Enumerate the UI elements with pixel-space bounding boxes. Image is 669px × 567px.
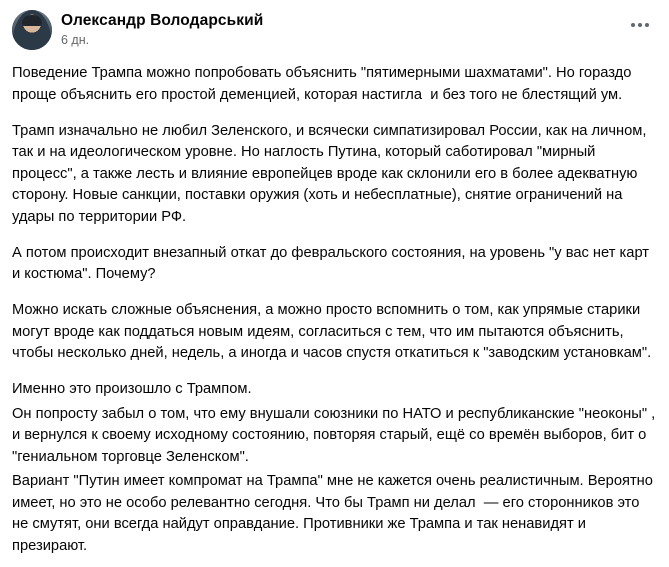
post-text: [0, 50, 669, 567]
avatar[interactable]: [12, 10, 52, 50]
menu-dot-3: [645, 23, 649, 27]
post-paragraph: Поведение Трампа можно попробовать объяснить "пятимерными шахматами". Но гораздо проще объяснить его простой деменцией, которая настигла и без того не блестящий ум.: [12, 65, 636, 103]
menu-dot-1: [631, 23, 635, 27]
more-options-icon[interactable]: [625, 14, 655, 36]
post-paragraph: Именно это произошло с Трампом.: [12, 381, 252, 397]
avatar-hair: [22, 15, 42, 26]
post-paragraph: Он попросту забыл о том, что ему внушали союзники по НАТО и республиканские "неоконы" , и вернулся к своему исходному состоянию, повторяя старый, ещё со времён выборов, бит о "гениальном торговце Зеленском".: [12, 405, 660, 465]
post-author-block: [61, 10, 263, 48]
post-timestamp[interactable]: 6 дн.: [61, 33, 90, 47]
post-paragraph: Вариант "Путин имеет компромат на Трампа" мне не кажется очень реалистичным. Вероятно имеет, но это не особо релевантно сегодня. Что бы Трамп ни делал — его сторонников это не смутят, они всегда найдут оправдание. Противники же Трампа и так ненавидят и презирают.: [12, 473, 658, 554]
post-author-name[interactable]: Олександр Володарський: [61, 12, 264, 29]
post-paragraph: Трамп изначально не любил Зеленского, и всячески симпатизировал России, как на личном, так и на идеологическом уровне. Но наглость Путина, который саботировал "мирный процесс", а также лесть и влияние европейцев вроде как склонили его в более адекватную сторону. Новые санкции, поставки оружия (хоть и небесплатные), снятие ограничений на удары по территории РФ.: [12, 122, 651, 225]
post-paragraph: Можно искать сложные объяснения, а можно просто вспомнить о том, как упрямые старики могут вроде как поддаться новым идеям, согласиться с тем, что им пытаются объяснить, чтобы несколько дней, недель, а иногда и часов спустя откатиться к "заводским установкам".: [12, 302, 652, 361]
menu-dot-2: [638, 23, 642, 27]
post-header: [0, 0, 669, 50]
post-meta: [61, 33, 263, 48]
post-paragraph: А потом происходит внезапный откат до февральского состояния, на уровень "у вас нет карт и костюма". Почему?: [12, 244, 654, 282]
